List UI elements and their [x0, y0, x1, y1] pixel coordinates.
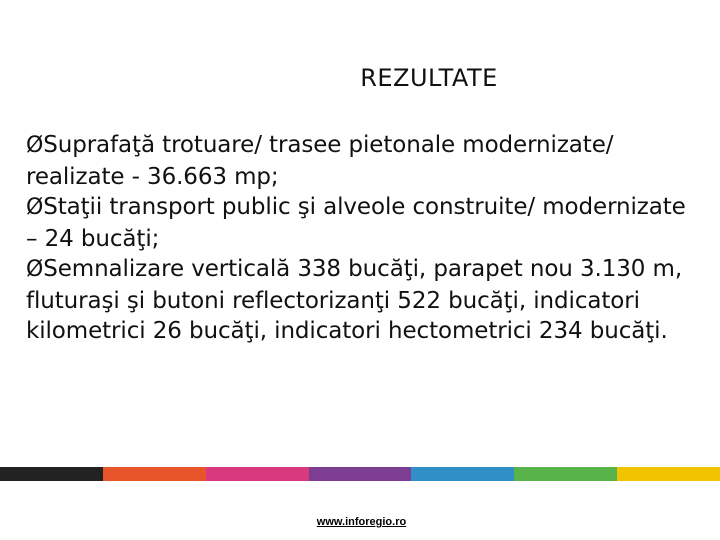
color-stripe-segment — [514, 467, 617, 481]
color-stripe-bar — [0, 467, 720, 481]
color-stripe-segment — [206, 467, 309, 481]
arrow-bullet-icon: Ø — [26, 195, 44, 220]
list-item — [26, 130, 696, 192]
footer — [0, 516, 720, 528]
color-stripe-segment — [309, 467, 412, 481]
list-item-text: Staţii transport public şi alveole construite/ modernizate – 24 bucăţi; — [26, 194, 686, 252]
list-item-text: Suprafaţă trotuare/ trasee pietonale modernizate/ realizate - 36.663 mp; — [26, 132, 614, 190]
arrow-bullet-icon: Ø — [26, 133, 44, 158]
color-stripe-segment — [411, 467, 514, 481]
slide-title — [0, 64, 720, 92]
list-item — [26, 192, 696, 254]
list-item-text: Semnalizare verticală 338 bucăţi, parapet nou 3.130 m, fluturaşi şi butoni reflectorizanţi 522 bucăţi, indicatori kilometrici 26 bucăţi, indicatori hectometrici 234 bucăţi. — [26, 256, 683, 344]
color-stripe-segment — [617, 467, 720, 481]
arrow-bullet-icon: Ø — [26, 257, 44, 282]
slide-title-text: REZULTATE — [360, 64, 498, 92]
color-stripe-segment — [103, 467, 206, 481]
list-item — [26, 254, 696, 347]
results-list — [26, 130, 696, 347]
color-stripe-segment — [0, 467, 103, 481]
website-link[interactable]: www.inforegio.ro — [316, 516, 407, 528]
